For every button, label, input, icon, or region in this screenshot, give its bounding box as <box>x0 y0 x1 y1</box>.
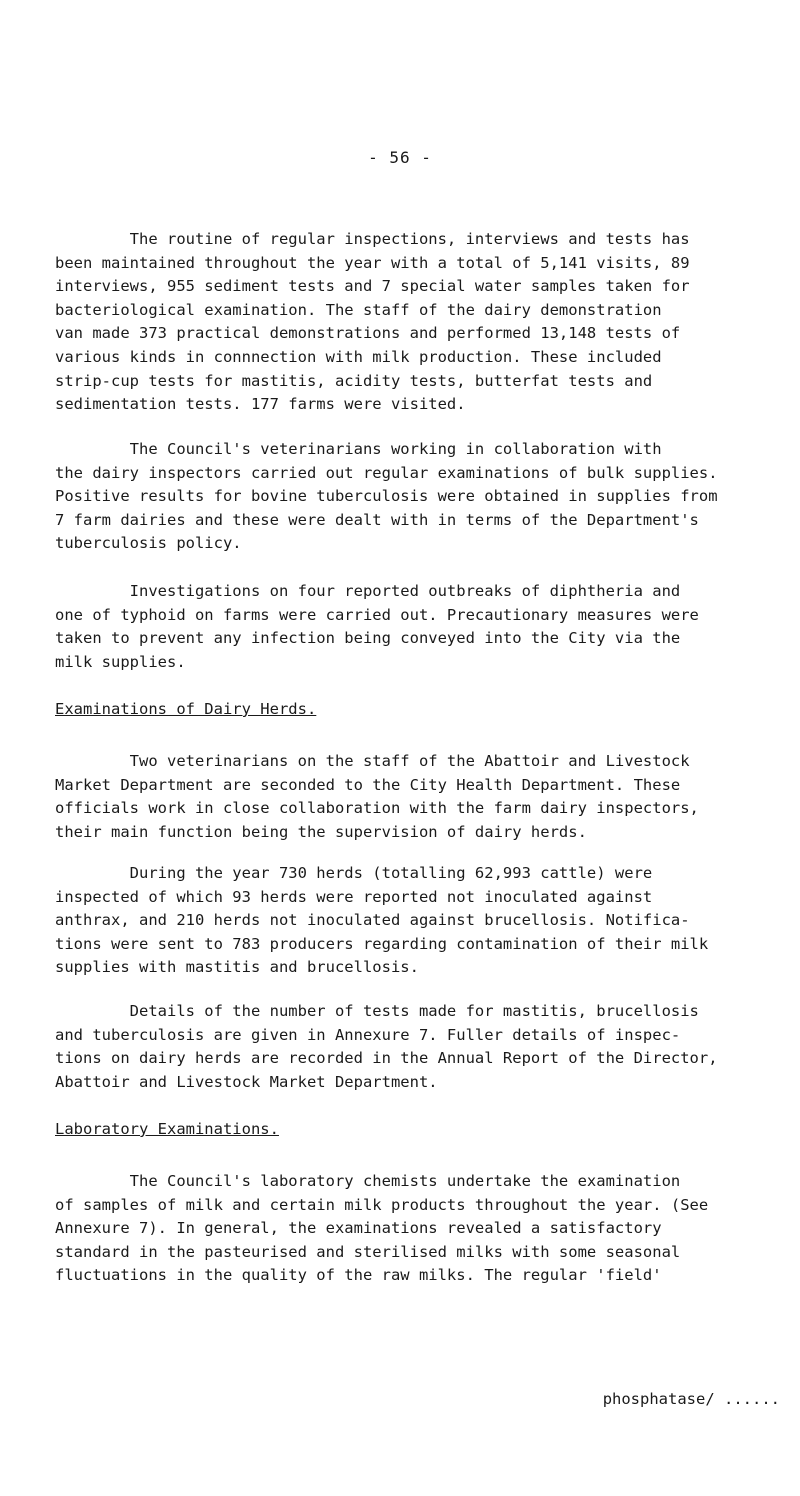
page-number: - 56 - <box>368 148 432 167</box>
paragraph-test-details: Details of the number of tests made for mastitis, brucellosis and tuberculosis are given in Annexure 7. Fuller details of inspec- tions on dairy herds are recorded in the Annual Report of the Director, Abattoir and Livestock Market Department. <box>55 1002 718 1091</box>
paragraph-investigations: Investigations on four reported outbreaks of diphtheria and one of typhoid on farms were carried out. Precautionary measures were taken to prevent any infection being conveyed into the City via the milk supplies. <box>55 582 699 671</box>
heading-dairy-herds: Examinations of Dairy Herds. <box>55 700 317 718</box>
paragraph-herd-staff: Two veterinarians on the staff of the Abattoir and Livestock Market Department are seconded to the City Health Department. These officials work in close collaboration with the farm dairy inspectors, their main function being the supervision of dairy herds. <box>55 752 699 841</box>
paragraph-herd-statistics: During the year 730 herds (totalling 62,993 cattle) were inspected of which 93 herds were reported not inoculated against anthrax, and 210 herds not inoculated against brucellosis. Notifica- tions were sent to 783 producers regarding contamination of their milk supplies with mastitis and brucellosis. <box>55 864 709 977</box>
paragraph-laboratory: The Council's laboratory chemists undertake the examination of samples of milk and certain milk products throughout the year. (See Annexure 7). In general, the examinations revealed a satisfactory standard in the pasteurised and sterilised milks with some seasonal fluctuations in the quality of the raw milks. The regular 'field' <box>55 1172 709 1285</box>
paragraph-routine-inspections: The routine of regular inspections, interviews and tests has been maintained throughout the year with a total of 5,141 visits, 89 interviews, 955 sediment tests and 7 special water samples taken for bacteriological examination. The staff of the dairy demonstration van made 373 practical demonstrations and performed 13,148 tests of various kinds in connnection with milk production. These included strip-cup tests for mastitis, acidity tests, butterfat tests and sedimentation tests. 177 farms were visited. <box>55 230 690 414</box>
paragraph-veterinarians: The Council's veterinarians working in collaboration with the dairy inspectors carried out regular examinations of bulk supplies. Positive results for bovine tuberculosis were obtained in supplies from 7 farm dairies and these were dealt with in terms of the Department's tuberculosis policy. <box>55 440 718 553</box>
heading-laboratory: Laboratory Examinations. <box>55 1120 279 1138</box>
footer-catchword: phosphatase/ ...... <box>602 1390 780 1408</box>
